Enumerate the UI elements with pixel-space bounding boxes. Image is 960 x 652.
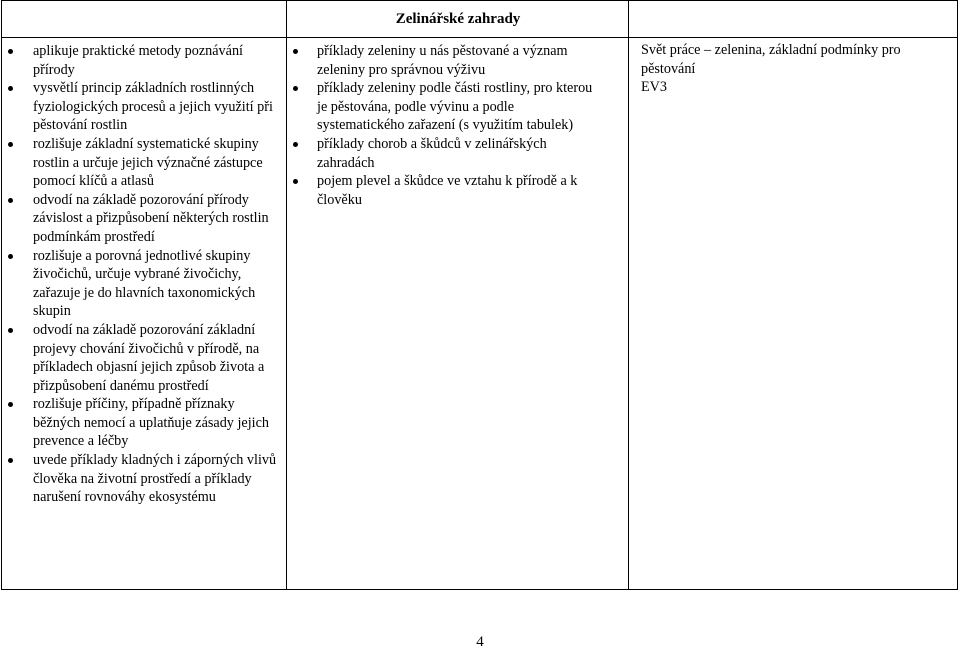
list-item: aplikuje praktické metody poznávání přírody	[2, 42, 287, 79]
bullet-icon	[8, 86, 13, 91]
list-item: rozlišuje základní systematické skupiny rostlin a určuje jejich význačné zástupce pomocí klíčů a atlasů	[2, 135, 287, 191]
list-item: uvede příklady kladných i záporných vlivů člověka na životní prostředí a příklady narušení rovnováhy ekosystému	[2, 451, 287, 507]
bullet-icon	[8, 49, 13, 54]
list-item: odvodí na základě pozorování přírody závislost a přizpůsobení některých rostlin podmínkám prostředí	[2, 191, 287, 247]
bullet-icon	[8, 198, 13, 203]
bullet-icon	[8, 254, 13, 259]
list-item: rozlišuje příčiny, případně příznaky běžných nemocí a uplatňuje zásady jejich prevence a léčby	[2, 395, 287, 451]
curriculum-table	[1, 0, 958, 590]
section-title: Zelinářské zahrady	[395, 11, 521, 27]
crosscutting-code: EV3	[641, 79, 668, 96]
bullet-icon	[8, 458, 13, 463]
page-number: 4	[476, 634, 484, 650]
list-item: příklady chorob a škůdců v zelinářských zahradách	[287, 135, 629, 172]
crosscutting-theme: Svět práce – zelenina, základní podmínky pro pěstování	[641, 42, 901, 77]
list-item: příklady zeleniny podle části rostliny, pro kterou je pěstována, podle vývinu a podle systematického zařazení (s využitím tabulek)	[287, 79, 629, 135]
list-item: odvodí na základě pozorování základní projevy chování živočichů v přírodě, na příkladech objasní jejich způsob života a přizpůsobení danému prostředí	[2, 321, 287, 395]
bullet-icon	[8, 142, 13, 147]
list-item: pojem plevel a škůdce ve vztahu k přírodě a k člověku	[287, 172, 629, 209]
bullet-icon	[293, 49, 298, 54]
crosscutting-column	[629, 37, 959, 97]
bullet-icon	[8, 402, 13, 407]
list-item: vysvětlí princip základních rostlinných fyziologických procesů a jejich využití při pěstování rostlin	[2, 79, 287, 135]
outcomes-column	[2, 37, 287, 507]
list-item: příklady zeleniny u nás pěstované a význam zeleniny pro správnou výživu	[287, 42, 629, 79]
bullet-icon	[8, 328, 13, 333]
bullet-icon	[293, 142, 298, 147]
bullet-icon	[293, 86, 298, 91]
list-item: rozlišuje a porovná jednotlivé skupiny živočichů, určuje vybrané živočichy, zařazuje je do hlavních taxonomických skupin	[2, 247, 287, 321]
bullet-icon	[293, 179, 298, 184]
